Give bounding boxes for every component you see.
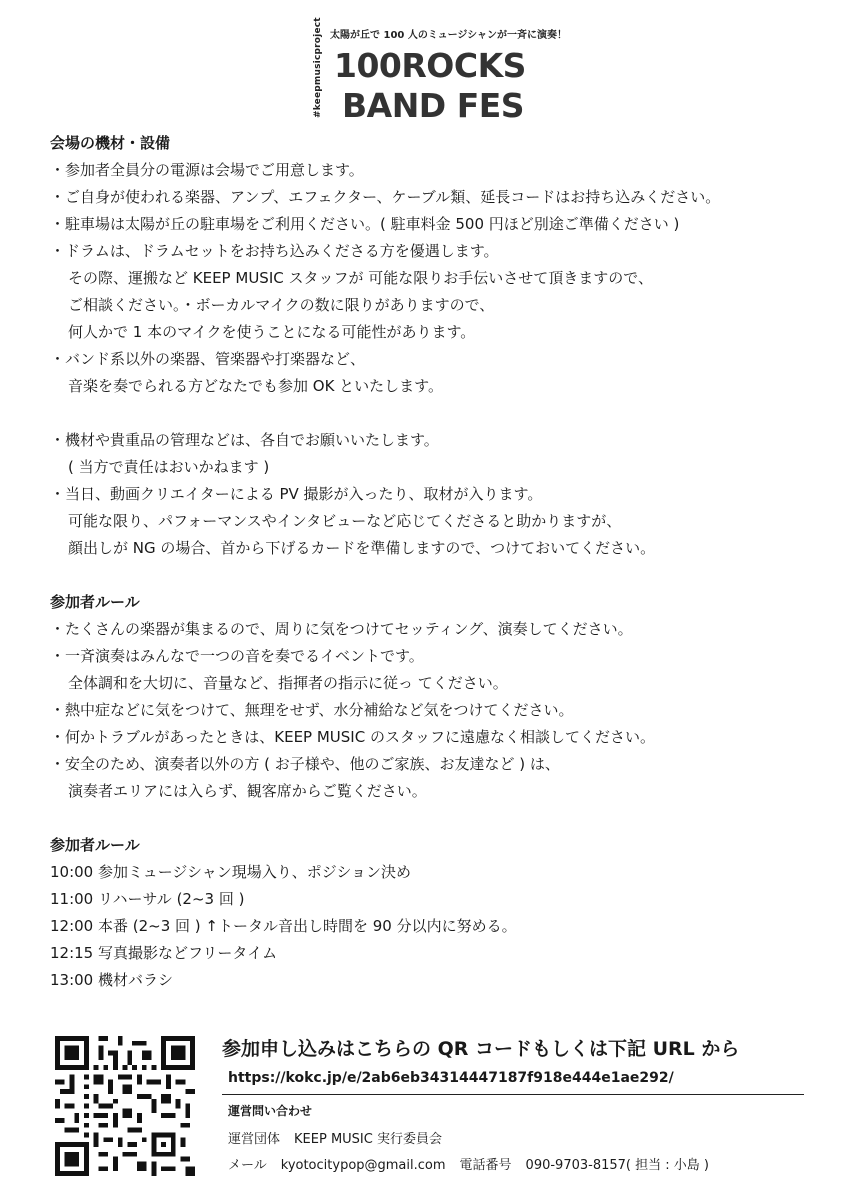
- equipment-line: ・参加者全員分の電源は会場でご用意します。: [50, 161, 364, 179]
- schedule-line: 12:00 本番 (2~3 回 ) ↑トータル音出し時間を 90 分以内に努める。: [50, 917, 517, 935]
- schedule-line: 10:00 参加ミュージシャン現場入り、ポジション決め: [50, 863, 412, 881]
- rules-line: ・熱中症などに気をつけて、無理をせず、水分補給など気をつけてください。: [50, 701, 574, 719]
- schedule-line: 11:00 リハーサル (2~3 回 ): [50, 890, 245, 908]
- contact-details: [228, 1154, 709, 1173]
- equipment-line: 何人かで 1 本のマイクを使うことになる可能性があります。: [68, 323, 476, 341]
- rules-line: ・一斉演奏はみんなで一つの音を奏でるイベントです。: [50, 647, 424, 665]
- spacer: [50, 805, 810, 832]
- equipment-line: ・機材や貴重品の管理などは、各自でお願いいたします。: [50, 431, 439, 449]
- registration-url-link[interactable]: https://kokc.jp/e/2ab6eb34314447187f918e444e1ae292/: [228, 1070, 674, 1086]
- spacer: [50, 400, 810, 427]
- equipment-line: ・ドラムは、ドラムセットをお持ち込みくださる方を優遇します。: [50, 242, 499, 260]
- equipment-line: その際、運搬など KEEP MUSIC スタッフが 可能な限りお手伝いさせて頂きますので、: [68, 269, 653, 287]
- equipment-line: ご相談ください。・ボーカルマイクの数に限りがありますので、: [68, 296, 495, 314]
- contact-organizer: [228, 1128, 442, 1147]
- logo-tagline: 太陽が丘で 100 人のミュージシャンが一斉に演奏！: [330, 30, 567, 41]
- section-heading-equipment: 会場の機材・設備: [50, 134, 171, 152]
- rules-line: ・安全のため、演奏者以外の方 ( お子様や、他のご家族、お友達など ) は、: [50, 755, 560, 773]
- section-heading-schedule: 参加者ルール: [50, 836, 140, 854]
- phone-value: 090-9703-8157( 担当 : 小島 ): [525, 1158, 709, 1173]
- schedule-line: 12:15 写真撮影などフリータイム: [50, 944, 278, 962]
- equipment-line: 可能な限り、パフォーマンスやインタビューなど応じてくださると助かりますが、: [68, 512, 622, 530]
- logo-hashtag: #keepmusicproject: [313, 17, 323, 118]
- spacer: [50, 562, 810, 589]
- phone-label: 電話番号: [459, 1158, 512, 1173]
- registration-footer: [0, 1020, 848, 1190]
- logo-title-line2: BAND FES: [342, 86, 525, 125]
- schedule-line: 13:00 機材バラシ: [50, 971, 173, 989]
- festival-logo: [312, 17, 567, 125]
- contact-heading: 運営問い合わせ: [228, 1104, 313, 1118]
- equipment-line: ( 当方で責任はおいかねます ): [68, 458, 270, 476]
- qr-code-icon[interactable]: [55, 1036, 195, 1176]
- equipment-line: ・ご自身が使われる楽器、アンプ、エフェクター、ケーブル類、延長コードはお持ち込みください。: [50, 188, 721, 206]
- equipment-line: ・バンド系以外の楽器、管楽器や打楽器など、: [50, 350, 366, 368]
- rules-line: ・たくさんの楽器が集まるので、周りに気をつけてセッティング、演奏してください。: [50, 620, 633, 638]
- equipment-line: 音楽を奏でられる方どなたでも参加 OK といたします。: [68, 377, 443, 395]
- logo-title-line1: 100ROCKS: [334, 46, 526, 85]
- section-heading-rules: 参加者ルール: [50, 593, 140, 611]
- rules-line: 全体調和を大切に、音量など、指揮者の指示に従っ てください。: [68, 674, 508, 692]
- equipment-line: 顔出しが NG の場合、首から下げるカードを準備しますので、つけておいてください。: [68, 539, 656, 557]
- rules-line: 演奏者エリアには入らず、観客席からご覧ください。: [68, 782, 427, 800]
- equipment-line: ・駐車場は太陽が丘の駐車場をご利用ください。( 駐車料金 500 円ほど別途ご準備ください ): [50, 215, 680, 233]
- equipment-line: ・当日、動画クリエイターによる PV 撮影が入ったり、取材が入ります。: [50, 485, 543, 503]
- mail-label: メール: [228, 1158, 267, 1173]
- document-body: [50, 130, 810, 994]
- registration-cta: 参加申し込みはこちらの QR コードもしくは下記 URL から: [222, 1038, 740, 1060]
- organizer-label: 運営団体: [228, 1132, 281, 1147]
- organizer-value: KEEP MUSIC 実行委員会: [294, 1132, 442, 1147]
- divider: [222, 1094, 804, 1095]
- rules-line: ・何かトラブルがあったときは、KEEP MUSIC のスタッフに遠慮なく相談してください。: [50, 728, 655, 746]
- mail-address-link[interactable]: kyotocitypop@gmail.com: [280, 1158, 446, 1173]
